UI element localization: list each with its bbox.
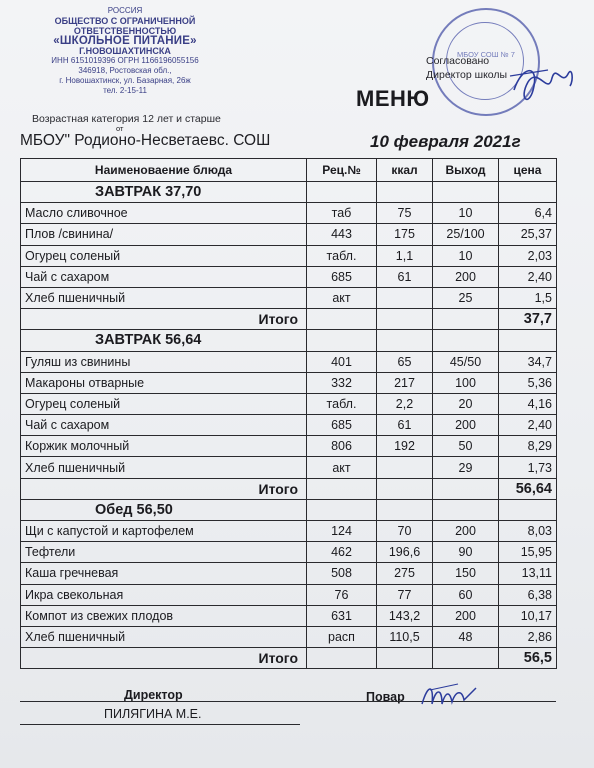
- org-line: 346918, Ростовская обл.,: [78, 66, 172, 75]
- approval-label: Согласовано: [426, 55, 490, 67]
- recipe-number: 508: [307, 563, 377, 584]
- price-value: 6,38: [499, 584, 557, 605]
- dish-name: Хлеб пшеничный: [21, 626, 307, 647]
- section-title: Обед 56,50: [21, 499, 307, 520]
- price-value: 5,36: [499, 372, 557, 393]
- empty-cell: [433, 499, 499, 520]
- recipe-number: 332: [307, 372, 377, 393]
- price-value: 13,11: [499, 563, 557, 584]
- dish-name: Хлеб пшеничный: [21, 457, 307, 478]
- table-header-row: [21, 159, 557, 182]
- director-signature: [508, 56, 578, 108]
- empty-cell: [377, 478, 433, 499]
- table-row: [21, 457, 557, 478]
- table-row: [21, 351, 557, 372]
- recipe-number: акт: [307, 287, 377, 308]
- total-price: 56,64: [499, 478, 557, 499]
- school-name: МБОУ" Родионо-Несветаевс. СОШ: [20, 132, 271, 149]
- age-category: [32, 113, 221, 125]
- yield-value: 200: [433, 415, 499, 436]
- kcal-value: 70: [377, 521, 433, 542]
- org-line: ОТВЕТСТВЕННОСТЬЮ: [73, 26, 177, 36]
- table-row: [21, 245, 557, 266]
- yield-value: 200: [433, 266, 499, 287]
- section-header-row: [21, 330, 557, 351]
- price-value: 2,40: [499, 266, 557, 287]
- column-header-kcal: ккал: [377, 159, 433, 182]
- dish-name: Тефтели: [21, 542, 307, 563]
- column-header-price: цена: [499, 159, 557, 182]
- cook-label: Повар: [366, 690, 405, 704]
- empty-cell: [377, 499, 433, 520]
- age-category-text: Возрастная категория 12 лет и старше: [32, 113, 221, 125]
- recipe-number: 401: [307, 351, 377, 372]
- table-row: [21, 393, 557, 414]
- price-value: 1,73: [499, 457, 557, 478]
- dish-name: Чай с сахаром: [21, 415, 307, 436]
- table-row: [21, 415, 557, 436]
- empty-cell: [377, 309, 433, 330]
- cook-signature: [418, 680, 480, 712]
- recipe-number: табл.: [307, 393, 377, 414]
- empty-cell: [307, 330, 377, 351]
- kcal-value: 175: [377, 224, 433, 245]
- table-row: [21, 203, 557, 224]
- table-row: [21, 224, 557, 245]
- table-row: [21, 521, 557, 542]
- org-line: г. Новошахтинск, ул. Базарная, 26ж: [59, 76, 191, 85]
- column-header-dish: Наименоваение блюда: [21, 159, 307, 182]
- kcal-value: 75: [377, 203, 433, 224]
- empty-cell: [499, 499, 557, 520]
- yield-value: 25: [433, 287, 499, 308]
- price-value: 8,03: [499, 521, 557, 542]
- dish-name: Икра свекольная: [21, 584, 307, 605]
- total-label: Итого: [21, 478, 307, 499]
- total-price: 56,5: [499, 648, 557, 669]
- empty-cell: [433, 648, 499, 669]
- yield-value: 60: [433, 584, 499, 605]
- director-label: Директор: [124, 688, 183, 702]
- price-value: 15,95: [499, 542, 557, 563]
- total-row: [21, 309, 557, 330]
- kcal-value: 275: [377, 563, 433, 584]
- section-title: ЗАВТРАК 56,64: [21, 330, 307, 351]
- empty-cell: [499, 330, 557, 351]
- recipe-number: 806: [307, 436, 377, 457]
- table-row: [21, 584, 557, 605]
- org-line: ОБЩЕСТВО С ОГРАНИЧЕННОЙ: [54, 16, 196, 26]
- dish-name: Огурец соленый: [21, 245, 307, 266]
- yield-value: 200: [433, 521, 499, 542]
- empty-cell: [307, 499, 377, 520]
- age-category-suffix: от: [116, 124, 124, 133]
- table-row: [21, 605, 557, 626]
- empty-cell: [377, 330, 433, 351]
- kcal-value: 110,5: [377, 626, 433, 647]
- price-value: 25,37: [499, 224, 557, 245]
- section-header-row: [21, 499, 557, 520]
- total-price: 37,7: [499, 309, 557, 330]
- empty-cell: [433, 182, 499, 203]
- org-brand: «ШКОЛЬНОЕ ПИТАНИЕ»: [53, 35, 197, 47]
- recipe-number: 462: [307, 542, 377, 563]
- price-value: 10,17: [499, 605, 557, 626]
- section-title: ЗАВТРАК 37,70: [21, 182, 307, 203]
- table-row: [21, 626, 557, 647]
- menu-date: 10 февраля 2021г: [370, 132, 521, 151]
- kcal-value: 192: [377, 436, 433, 457]
- total-label: Итого: [21, 309, 307, 330]
- org-line: Г.НОВОШАХТИНСКА: [79, 46, 171, 56]
- recipe-number: 631: [307, 605, 377, 626]
- dish-name: Чай с сахаром: [21, 266, 307, 287]
- kcal-value: 217: [377, 372, 433, 393]
- empty-cell: [433, 309, 499, 330]
- recipe-number: 685: [307, 266, 377, 287]
- dish-name: Каша гречневая: [21, 563, 307, 584]
- empty-cell: [307, 182, 377, 203]
- kcal-value: 65: [377, 351, 433, 372]
- recipe-number: 685: [307, 415, 377, 436]
- director-name: ПИЛЯГИНА М.Е.: [104, 707, 202, 721]
- menu-table: [20, 158, 557, 669]
- kcal-value: 77: [377, 584, 433, 605]
- yield-value: 25/100: [433, 224, 499, 245]
- dish-name: Компот из свежих плодов: [21, 605, 307, 626]
- dish-name: Огурец соленый: [21, 393, 307, 414]
- total-row: [21, 648, 557, 669]
- table-row: [21, 542, 557, 563]
- dish-name: Хлеб пшеничный: [21, 287, 307, 308]
- yield-value: 200: [433, 605, 499, 626]
- dish-name: Коржик молочный: [21, 436, 307, 457]
- menu-title: МЕНЮ: [356, 86, 430, 111]
- stamp-text: МБОУ СОШ № 7: [457, 50, 515, 59]
- dish-name: Щи с капустой и картофелем: [21, 521, 307, 542]
- price-value: 2,40: [499, 415, 557, 436]
- table-row: [21, 287, 557, 308]
- yield-value: 45/50: [433, 351, 499, 372]
- kcal-value: 2,2: [377, 393, 433, 414]
- yield-value: 48: [433, 626, 499, 647]
- kcal-value: 196,6: [377, 542, 433, 563]
- dish-name: Гуляш из свинины: [21, 351, 307, 372]
- dish-name: Плов /свинина/: [21, 224, 307, 245]
- price-value: 8,29: [499, 436, 557, 457]
- kcal-value: 61: [377, 266, 433, 287]
- yield-value: 50: [433, 436, 499, 457]
- recipe-number: 76: [307, 584, 377, 605]
- approval-block: [426, 54, 507, 82]
- total-label: Итого: [21, 648, 307, 669]
- recipe-number: табл.: [307, 245, 377, 266]
- kcal-value: 143,2: [377, 605, 433, 626]
- org-stamp: [30, 6, 220, 96]
- price-value: 4,16: [499, 393, 557, 414]
- org-line: РОССИЯ: [107, 6, 143, 15]
- empty-cell: [377, 648, 433, 669]
- price-value: 1,5: [499, 287, 557, 308]
- dish-name: Масло сливочное: [21, 203, 307, 224]
- recipe-number: расп: [307, 626, 377, 647]
- kcal-value: 1,1: [377, 245, 433, 266]
- price-value: 2,03: [499, 245, 557, 266]
- column-header-yield: Выход: [433, 159, 499, 182]
- kcal-value: 61: [377, 415, 433, 436]
- table-row: [21, 372, 557, 393]
- yield-value: 100: [433, 372, 499, 393]
- table-row: [21, 266, 557, 287]
- total-row: [21, 478, 557, 499]
- dish-name: Макароны отварные: [21, 372, 307, 393]
- kcal-value: [377, 287, 433, 308]
- org-line: ИНН 6151019396 ОГРН 1166196055156: [51, 56, 199, 65]
- approval-role: Директор школы: [426, 69, 508, 81]
- kcal-value: [377, 457, 433, 478]
- yield-value: 150: [433, 563, 499, 584]
- section-header-row: [21, 182, 557, 203]
- yield-value: 29: [433, 457, 499, 478]
- yield-value: 90: [433, 542, 499, 563]
- recipe-number: таб: [307, 203, 377, 224]
- yield-value: 20: [433, 393, 499, 414]
- table-row: [21, 563, 557, 584]
- footer-line: [20, 724, 300, 725]
- recipe-number: 443: [307, 224, 377, 245]
- yield-value: 10: [433, 203, 499, 224]
- empty-cell: [433, 330, 499, 351]
- price-value: 2,86: [499, 626, 557, 647]
- yield-value: 10: [433, 245, 499, 266]
- empty-cell: [307, 648, 377, 669]
- empty-cell: [307, 478, 377, 499]
- column-header-recipe: Рец.№: [307, 159, 377, 182]
- recipe-number: акт: [307, 457, 377, 478]
- price-value: 34,7: [499, 351, 557, 372]
- price-value: 6,4: [499, 203, 557, 224]
- empty-cell: [377, 182, 433, 203]
- empty-cell: [433, 478, 499, 499]
- org-line: тел. 2-15-11: [103, 86, 147, 95]
- empty-cell: [499, 182, 557, 203]
- empty-cell: [307, 309, 377, 330]
- table-row: [21, 436, 557, 457]
- recipe-number: 124: [307, 521, 377, 542]
